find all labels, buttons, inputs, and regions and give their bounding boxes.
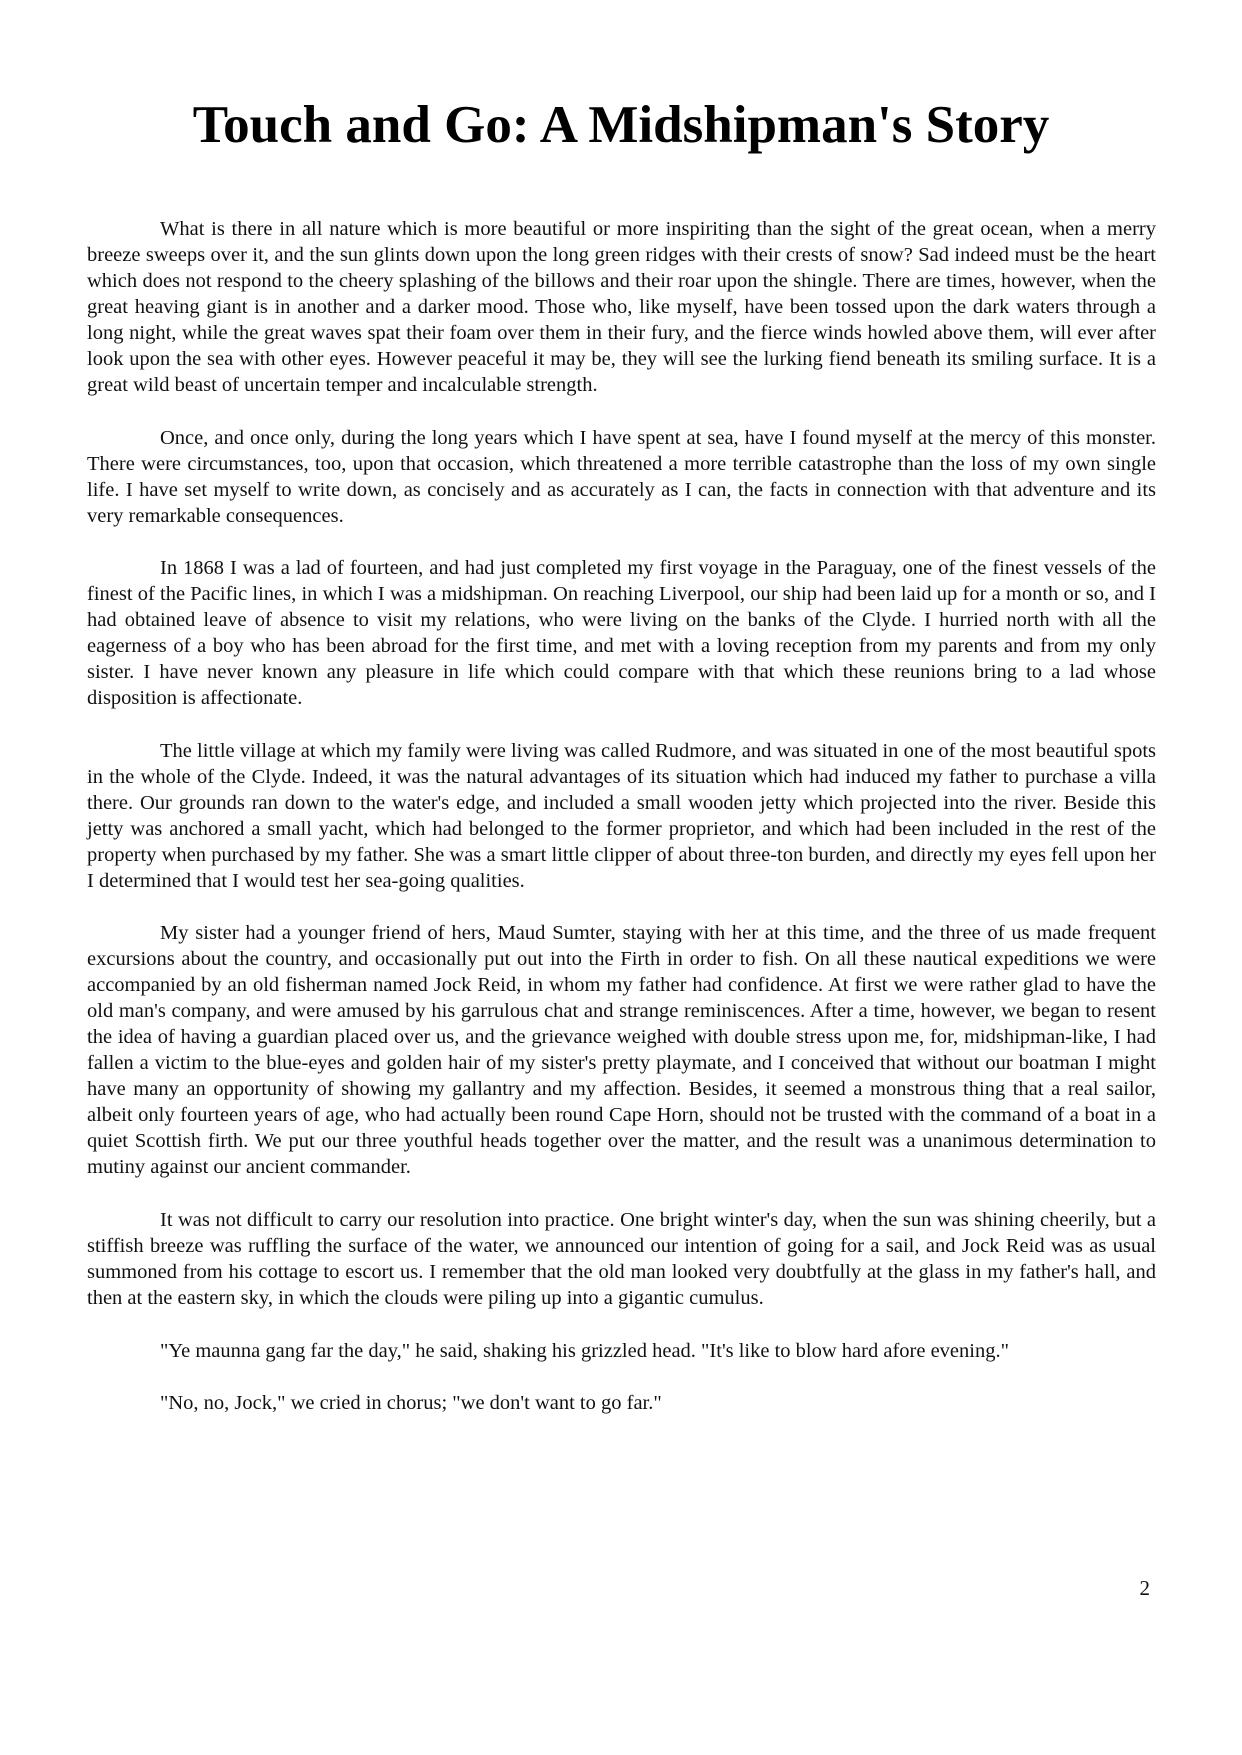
- story-body: [87, 216, 1156, 1416]
- page-number: 2: [1139, 1576, 1150, 1600]
- paragraph: It was not difficult to carry our resolution into practice. One bright winter's day, when the sun was shining cheerily, but a stiffish breeze was ruffling the surface of the water, we announced our intention of going for a sail, and Jock Reid was as usual summoned from his cottage to escort us. I remember that the old man looked very doubtfully at the glass in my father's hall, and then at the eastern sky, in which the clouds were piling up into a gigantic cumulus.: [87, 1208, 1156, 1309]
- paragraph: Once, and once only, during the long years which I have spent at sea, have I found myself at the mercy of this monster. There were circumstances, too, upon that occasion, which threatened a more terrible catastrophe than the loss of my own single life. I have set myself to write down, as concisely and as accurately as I can, the facts in connection with that adventure and its very remarkable consequences.: [87, 426, 1156, 527]
- paragraph: My sister had a younger friend of hers, Maud Sumter, staying with her at this time, and the three of us made frequent excursions about the country, and occasionally put out into the Firth in order to fish. On all these nautical expeditions we were accompanied by an old fisherman named Jock Reid, in whom my father had confidence. At first we were rather glad to have the old man's company, and were amused by his garrulous chat and strange reminiscences. After a time, however, we began to resent the idea of having a guardian placed over us, and the grievance weighed with double stress upon me, for, midshipman-like, I had fallen a victim to the blue-eyes and golden hair of my sister's pretty playmate, and I conceived that without our boatman I might have many an opportunity of showing my gallantry and my affection. Besides, it seemed a monstrous thing that a real sailor, albeit only fourteen years of age, who had actually been round Cape Horn, should not be trusted with the command of a boat in a quiet Scottish firth. We put our three youthful heads together over the matter, and the result was a unanimous determination to mutiny against our ancient commander.: [87, 922, 1156, 1179]
- dialogue-paragraph: "Ye maunna gang far the day," he said, shaking his grizzled head. "It's like to blow hard afore evening.": [160, 1339, 1009, 1362]
- paragraph: The little village at which my family were living was called Rudmore, and was situated in one of the most beautiful spots in the whole of the Clyde. Indeed, it was the natural advantages of its situation which had induced my father to purchase a villa there. Our grounds ran down to the water's edge, and included a small wooden jetty which projected into the river. Beside this jetty was anchored a small yacht, which had belonged to the former proprietor, and which had been included in the rest of the property when purchased by my father. She was a smart little clipper of about three-ton burden, and directly my eyes fell upon her I determined that I would test her sea-going qualities.: [87, 739, 1156, 892]
- paragraph: In 1868 I was a lad of fourteen, and had just completed my first voyage in the Paraguay, one of the finest vessels of the finest of the Pacific lines, in which I was a midshipman. On reaching Liverpool, our ship had been laid up for a month or so, and I had obtained leave of absence to visit my relations, who were living on the banks of the Clyde. I hurried north with all the eagerness of a boy who has been abroad for the first time, and met with a loving reception from my parents and from my only sister. I have never known any pleasure in life which could compare with that which these reunions bring to a lad whose disposition is affectionate.: [87, 557, 1156, 710]
- page-title: Touch and Go: A Midshipman's Story: [192, 96, 1050, 154]
- dialogue-paragraph: "No, no, Jock," we cried in chorus; "we don't want to go far.": [160, 1392, 662, 1415]
- paragraph: What is there in all nature which is more beautiful or more inspiriting than the sight of the great ocean, when a merry breeze sweeps over it, and the sun glints down upon the long green ridges with their crests of snow? Sad indeed must be the heart which does not respond to the cheery splashing of the billows and their roar upon the shingle. There are times, however, when the great heaving giant is in another and a darker mood. Those who, like myself, have been tossed upon the dark waters through a long night, while the great waves spat their foam over them in their fury, and the fierce winds howled above them, will ever after look upon the sea with other eyes. However peaceful it may be, they will see the lurking fiend beneath its smiling surface. It is a great wild beast of uncertain temper and incalculable strength.: [87, 218, 1156, 396]
